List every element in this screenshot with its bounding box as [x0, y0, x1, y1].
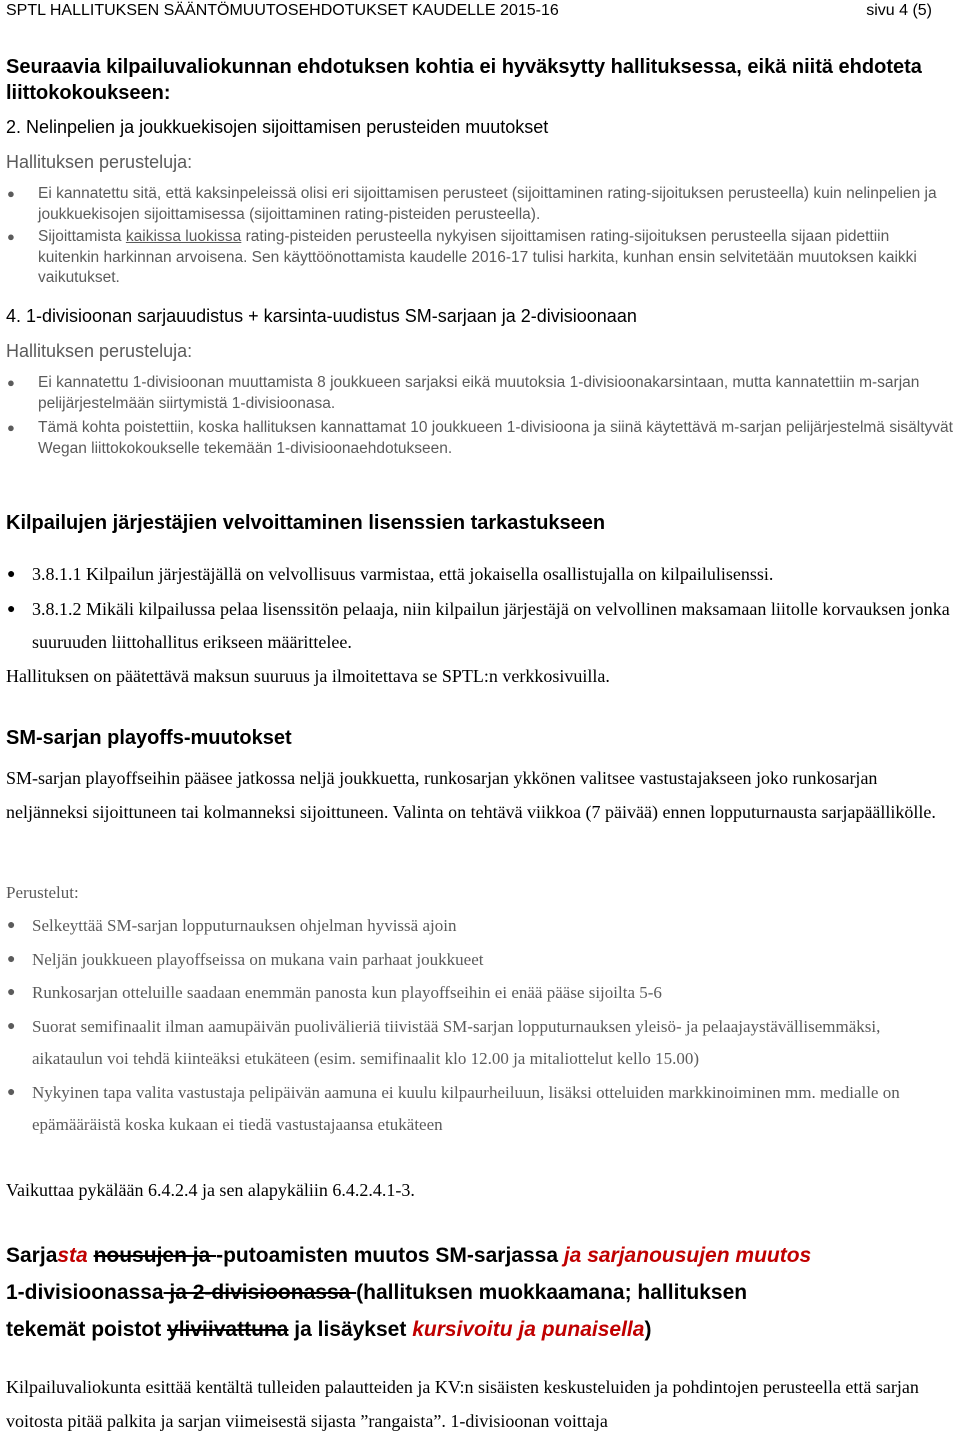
licence-heading: Kilpailujen järjestäjien velvoittaminen lisenssien tarkastukseen: [6, 512, 606, 534]
heading-text: 1-divisioonassa: [6, 1281, 164, 1304]
list-item: [6, 418, 954, 459]
list-item: [6, 1077, 954, 1142]
section2-subheading: Hallituksen perusteluja:: [6, 152, 193, 172]
section2-heading: 2. Nelinpelien ja joukkuekisojen sijoittamisen perusteiden muutokset: [6, 117, 549, 137]
bullet-icon: ●: [7, 375, 15, 390]
licence-note: Hallituksen on päätettävä maksun suuruus ja ilmoitettava se SPTL:n verkkosivuilla.: [6, 666, 610, 686]
list-item-text: Nykyinen tapa valita vastustaja pelipäivän aamuna ei kuulu kilpaurheiluun, lisäksi otteluiden markkinoiminen mm. medialle on epämääräistä koska kukaan ei tiedä vastustajaansa etukäteen: [32, 1082, 900, 1134]
list-item-text: 3.8.1.2 Mikäli kilpailussa pelaa lisenssitön pelaaja, niin kilpailun järjestäjä on velvollinen maksamaan liitolle korvauksen jonka suuruuden liittohallitus erikseen määrittelee.: [32, 599, 950, 652]
revision-heading-line3: [6, 1311, 954, 1348]
playoffs-bullets: [6, 910, 954, 1142]
list-item-text: Sijoittamista: [38, 228, 126, 245]
bullet-icon: ●: [7, 567, 16, 582]
bottom-paragraph: Kilpailuvaliokunta esittää kentältä tulleiden palautteiden ja KV:n sisäisten keskusteluiden ja pohdintojen perusteella että sarjan voitosta pitää palkita ja sarjan viimeisestä sijasta ”rangaista”. 1-divisioonan voittaja: [6, 1377, 919, 1431]
licence-bullets: [6, 558, 954, 659]
heading-text: ja lisäykset: [288, 1318, 413, 1341]
added-text: ja sarjanousujen muutos: [563, 1244, 812, 1267]
heading-text: tekemät poistot: [6, 1318, 168, 1341]
list-item: [6, 558, 954, 591]
playoffs-paragraph: SM-sarjan playoffseihin pääsee jatkossa neljä joukkuetta, runkosarjan ykkönen valitsee vastustajakseen joko runkosarjan neljänneksi sijoittuneen tai kolmanneksi sijoittuneen. Valinta on tehtävä viikkoa (7 päivää) ennen lopputurnausta sarjapäällikölle.: [6, 768, 936, 822]
added-text: kursivoitu ja punaisella: [412, 1318, 645, 1341]
bullet-icon: ●: [7, 985, 16, 1000]
list-item: [6, 184, 954, 225]
playoffs-subheading: Perustelut:: [6, 883, 79, 902]
list-item-text: Selkeyttää SM-sarjan lopputurnauksen ohjelman hyvissä ajoin: [32, 916, 457, 935]
playoffs-heading: SM-sarjan playoffs-muutokset: [6, 727, 292, 749]
heading-text: (hallituksen muokkaamana; hallituksen: [356, 1281, 748, 1304]
heading-text: ): [644, 1318, 652, 1341]
heading-text: Sarja: [6, 1244, 58, 1267]
page-header: [6, 0, 946, 24]
list-item: [6, 373, 954, 414]
bullet-icon: ●: [7, 951, 16, 967]
bullet-icon: ●: [7, 1084, 16, 1100]
bullet-icon: ●: [7, 229, 15, 244]
list-item: [6, 944, 954, 977]
list-item-text: Ei kannatettu 1-divisioonan muuttamista 8 joukkueen sarjaksi eikä muutoksia 1-divisioonakarsintaan, mutta kannatettiin m-sarjan pelijärjestelmään siirtymistä 1-divisioonasa.: [38, 374, 920, 412]
revision-heading: [6, 1237, 954, 1348]
header-page-number: sivu 4 (5): [866, 2, 932, 19]
added-text: sta: [57, 1244, 88, 1267]
section4-heading: 4. 1-divisioonan sarjauudistus + karsinta-uudistus SM-sarjaan ja 2-divisioonaan: [6, 306, 637, 326]
bullet-icon: ●: [7, 186, 15, 201]
list-item-text: Neljän joukkueen playoffseissa on mukana vain parhaat joukkueet: [32, 949, 484, 969]
intro-heading: Seuraavia kilpailuvaliokunnan ehdotuksen kohtia ei hyväksytty hallituksessa, eikä niitä ehdoteta liittokokoukseen:: [6, 56, 922, 104]
list-item-text: 3.8.1.1 Kilpailun järjestäjällä on velvollisuus varmistaa, että jokaisella osallistujalla on kilpailulisenssi.: [32, 564, 774, 584]
section4-bullets: [6, 373, 954, 459]
playoffs-effect: Vaikuttaa pykälään 6.4.2.4 ja sen alapykäliin 6.4.2.4.1-3.: [6, 1180, 415, 1200]
deleted-text: ja 2-divisioonassa: [163, 1281, 357, 1304]
section4-subheading: Hallituksen perusteluja:: [6, 341, 193, 361]
revision-heading-line1: [6, 1237, 954, 1274]
heading-text: -putoamisten muutos SM-sarjassa: [216, 1244, 564, 1267]
revision-heading-line2: [6, 1274, 954, 1311]
section2-bullets: [6, 184, 954, 289]
list-item-text: rating-pisteiden perusteella nykyisen sijoittamisen rating-sijoituksen perusteella sijaan pidettiin kuitenkin harkinnan arvoisena. Sen käyttöönottamista kaudelle 2016-17 tulisi harkita, kunhan ensin selvitetään muutoksen kaikki vaikutukset.: [38, 228, 917, 286]
list-item-text: Ei kannatettu sitä, että kaksinpeleissä olisi eri sijoittamisen perusteet (sijoittaminen rating-sijoituksen perusteella) kuin nelinpelien ja joukkuekisojen sijoittamisessa (sijoittaminen rating-pisteiden perusteella).: [38, 185, 937, 223]
deleted-text: yliviivattuna: [167, 1318, 289, 1341]
list-item-text: Suorat semifinaalit ilman aamupäivän puolivälieriä tiivistää SM-sarjan lopputurnauksen yleisö- ja pelaajaystävällisemmäksi, aikataulun voi tehdä kiinteäksi etukäteen (esim. semifinaalit klo 12.00 ja mitaliottelut kello 15.00): [32, 1016, 881, 1068]
list-item: [6, 227, 954, 289]
underlined-text: kaikissa luokissa: [125, 228, 242, 245]
list-item: [6, 593, 954, 659]
bullet-icon: ●: [7, 602, 16, 617]
list-item: [6, 910, 954, 943]
header-title: SPTL HALLITUKSEN SÄÄNTÖMUUTOSEHDOTUKSET KAUDELLE 2015-16: [6, 2, 559, 19]
deleted-text: nousujen ja: [93, 1244, 217, 1267]
list-item-text: Runkosarjan otteluille saadaan enemmän panosta kun playoffseihin ei enää pääse sijoilta 5-6: [32, 983, 662, 1002]
list-item-text: Tämä kohta poistettiin, koska hallituksen kannattamat 10 joukkueen 1-divisioona ja siinä käytettävä m-sarjan pelijärjestelmä sisältyvät Wegan liittokokoukselle tekemään 1-divisioonaehdotukseen.: [38, 419, 953, 457]
bullet-icon: ●: [7, 420, 15, 435]
list-item: [6, 1011, 954, 1076]
list-item: [6, 977, 954, 1010]
bullet-icon: ●: [7, 1018, 16, 1034]
bullet-icon: ●: [7, 918, 16, 933]
